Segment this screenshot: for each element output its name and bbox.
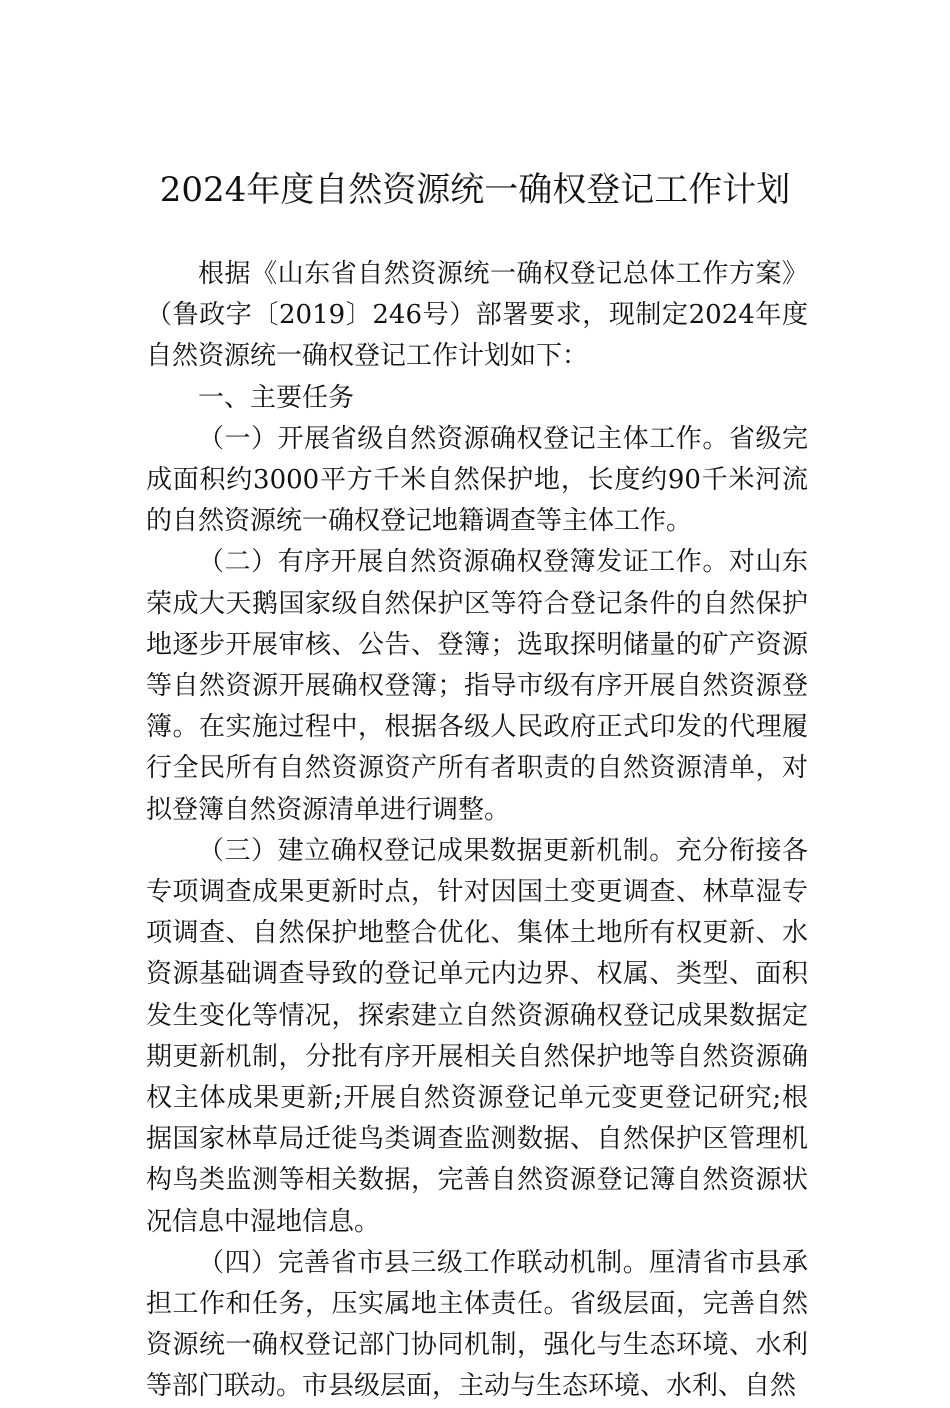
- section-heading-main-tasks: 一、主要任务: [198, 382, 355, 413]
- paragraph-task-4: （四）完善省市县三级工作联动机制。厘清省市县承担工作和任务，压实属地主体责任。省级层面，完善自然资源统一确权登记部门协同机制，强化与生态环境、水利等部门联动。市县级层面，主动与生态环境、水利、自然: [146, 1247, 808, 1402]
- document-title: 2024年度自然资源统一确权登记工作计划: [159, 170, 791, 210]
- paragraph-task-3: （三）建立确权登记成果数据更新机制。充分衔接各专项调查成果更新时点，针对因国土变更调查、林草湿专项调查、自然保护地整合优化、集体土地所有权更新、水资源基础调查导致的登记单元内边界、权属、类型、面积发生变化等情况，探索建立自然资源确权登记成果数据定期更新机制，分批有序开展相关自然保护地等自然资源确权主体成果更新;开展自然资源登记单元变更登记研究;根据国家林草局迁徙鸟类调查监测数据、自然保护区管理机构鸟类监测等相关数据，完善自然资源登记簿自然资源状况信息中湿地信息。: [146, 835, 808, 1237]
- paragraph-task-1: （一）开展省级自然资源确权登记主体工作。省级完成面积约3000平方千米自然保护地，长度约90千米河流的自然资源统一确权登记地籍调查等主体工作。: [146, 423, 808, 537]
- document-body: [146, 254, 808, 1408]
- paragraph-task-2: （二）有序开展自然资源确权登簿发证工作。对山东荣成大天鹅国家级自然保护区等符合登记条件的自然保护地逐步开展审核、公告、登簿；选取探明储量的矿产资源等自然资源开展确权登簿；指导市级有序开展自然资源登簿。在实施过程中，根据各级人民政府正式印发的代理履行全民所有自然资源资产所有者职责的自然资源清单，对拟登簿自然资源清单进行调整。: [146, 547, 808, 825]
- paragraph-intro: 根据《山东省自然资源统一确权登记总体工作方案》（鲁政字〔2019〕246号）部署要求，现制定2024年度自然资源统一确权登记工作计划如下：: [146, 259, 808, 372]
